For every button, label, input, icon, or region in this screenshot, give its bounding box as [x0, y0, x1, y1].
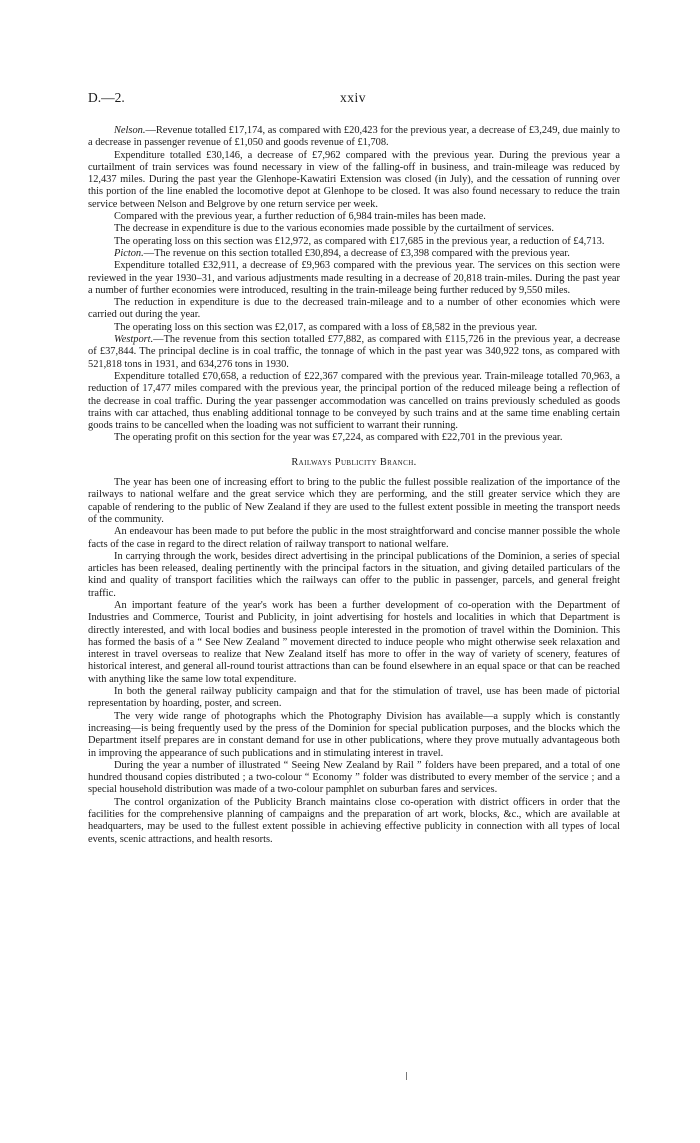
paragraph-text: The operating loss on this section was £12,972, as compared with £17,685 in the previous year, a reduction of £4,713.	[114, 235, 605, 247]
paragraph-text: —The revenue from this section totalled £77,882, as compared with £115,726 in the previous year, a decrease of £37,844. The principal decline is in coal traffic, the tonnage of which in the past year was 340,922 tons, as compared with 521,818 tons in 1931, and 634,276 tons in 1930.	[88, 334, 620, 370]
page-header	[88, 90, 618, 110]
scan-mark	[406, 1072, 407, 1080]
paragraph	[88, 248, 620, 260]
section-heading: Railways Publicity Branch.	[291, 456, 417, 468]
paragraph: The control organization of the Publicity Branch maintains close co-operation with district officers in order that the facilities for the comprehensive planning of campaigns and the preparation of art work, blocks, &c., which are available at headquarters, may be used to the fullest extent possible in achieving effective publicity in connection with all types of local events, scenic attractions, and health resorts.	[88, 796, 620, 845]
paragraph-text: Expenditure totalled £30,146, a decrease of £7,962 compared with the previous year. During the previous year a curtailment of train services was found necessary in view of the falling-off in business, and train-mileage was reduced by 12,437 miles. During the past year the Glenhope-Kawatiri Extension was closed (in July), and the cessation of running over this portion of the line enabled the locomotive depot at Glenhope to be closed. It was also found necessary to reduce the train service between Nelson and Belgrove by one return service per week.	[88, 149, 620, 210]
paragraph: In both the general railway publicity campaign and that for the stimulation of travel, use has been made of pictorial representation by hoarding, poster, and screen.	[88, 686, 620, 710]
paragraph	[88, 297, 620, 322]
paragraph: An endeavour has been made to put before the public in the most straightforward and concise manner possible the whole facts of the case in regard to the direct relation of railway transport to national welfare.	[88, 526, 620, 550]
paragraph	[88, 334, 620, 371]
paragraph-text: Expenditure totalled £32,911, a decrease of £9,963 compared with the previous year. The services on this section were reviewed in the year 1930–31, and various adjustments made resulting in a decrease of 20,818 train-miles. During the past year a number of further economies were introduced, resulting in the train-mileage being further reduced by 9,550 miles.	[88, 260, 620, 296]
paragraph-text: —The revenue on this section totalled £30,894, a decrease of £3,398 compared with the previous year.	[143, 247, 570, 259]
paragraph: In carrying through the work, besides direct advertising in the principal publications of the Dominion, a series of special articles has been released, dealing pertinently with the principal factors in the situation, and giving detailed particulars of the kind and quality of transport facilities which the railways can offer to the public in passenger, parcels, and general freight traffic.	[88, 550, 620, 599]
paragraph	[88, 236, 620, 248]
paragraph	[88, 371, 620, 432]
paragraph-text: The reduction in expenditure is due to the decreased train-mileage and to a number of other economies which were carried out during the year.	[88, 297, 620, 321]
paragraph-text: The operating loss on this section was £2,017, as compared with a loss of £8,582 in the previous year.	[114, 321, 538, 333]
paragraph: An important feature of the year's work has been a further development of co-operation with the Department of Industries and Commerce, Tourist and Publicity, in joint advertising for hostels and localities in which that Department is directly interested, and with local bodies and business people interested in the promotion of travel within the Dominion. This has formed the basis of a “ See New Zealand ” movement directed to induce people who might otherwise seek relaxation and interest in travel overseas to realize that New Zealand itself has more to offer in the way of variety of scenery, features of historical interest, and general all-round tourist attractions than can be found elsewhere in an equal space or that can be reached with anything like the same low total expenditure.	[88, 599, 620, 685]
paragraph	[88, 322, 620, 334]
paragraph	[88, 432, 620, 444]
paragraph	[88, 125, 620, 150]
paragraph-text: The operating profit on this section for the year was £7,224, as compared with £22,701 in the previous year.	[114, 432, 563, 444]
paragraph-lead: Nelson.	[114, 125, 146, 136]
paragraph: The year has been one of increasing effort to bring to the public the fullest possible realization of the importance of the railways to national welfare and the great service which they are performing, and the still greater service which they are capable of rendering to the public of New Zealand if they are used to the fullest extent possible in meeting the transport needs of the community.	[88, 477, 620, 525]
paragraph-text: Expenditure totalled £70,658, a reduction of £22,367 compared with the previous year. Train-mileage totalled 70,963, a reduction of 17,477 miles compared with the previous year, the principal portion of the reduced mileage being a reflection of the decrease in coal traffic. During the year passenger accommodation was cancelled on trains previously scheduled as goods trains with car attached, thus enabling additional tonnage to be conveyed by such trains and at the same time enabling certain goods trains to be cancelled when the loading was not sufficient to warrant their running.	[88, 370, 620, 432]
paragraph-text: Compared with the previous year, a further reduction of 6,984 train-miles has been made.	[114, 211, 486, 223]
paragraph	[88, 211, 620, 223]
document-code: D.—2.	[88, 90, 125, 105]
paragraph: During the year a number of illustrated “ Seeing New Zealand by Rail ” folders have been prepared, and a total of one hundred thousand copies distributed ; a two-colour “ Economy ” folder was distributed to every member of the service ; and a special household distribution was made of a two-colour pamphlet on suburban fares and services.	[88, 759, 620, 796]
body-text	[88, 125, 620, 846]
page-number: xxiv	[339, 90, 366, 105]
paragraph-text: The decrease in expenditure is due to the various economies made possible by the curtailment of services.	[114, 223, 555, 235]
paragraph-text: —Revenue totalled £17,174, as compared with £20,423 for the previous year, a decrease of £3,249, due mainly to a decrease in passenger revenue of £1,050 and goods revenue of £1,708.	[88, 125, 620, 149]
paragraph-lead: Picton.	[114, 247, 144, 259]
paragraph	[88, 223, 620, 235]
paragraph	[88, 150, 620, 211]
paragraph	[88, 260, 620, 297]
paragraph-lead: Westport.	[114, 334, 154, 346]
paragraph: The very wide range of photographs which the Photography Division has available—a supply which is constantly increasing—is being frequently used by the press of the Dominion for special publication purposes, and the blocks which the Department itself prepares are in constant demand for use in other publications, where they prove mutually advantageous both in improving the appearance of such publications and in stimulating interest in travel.	[88, 710, 620, 759]
